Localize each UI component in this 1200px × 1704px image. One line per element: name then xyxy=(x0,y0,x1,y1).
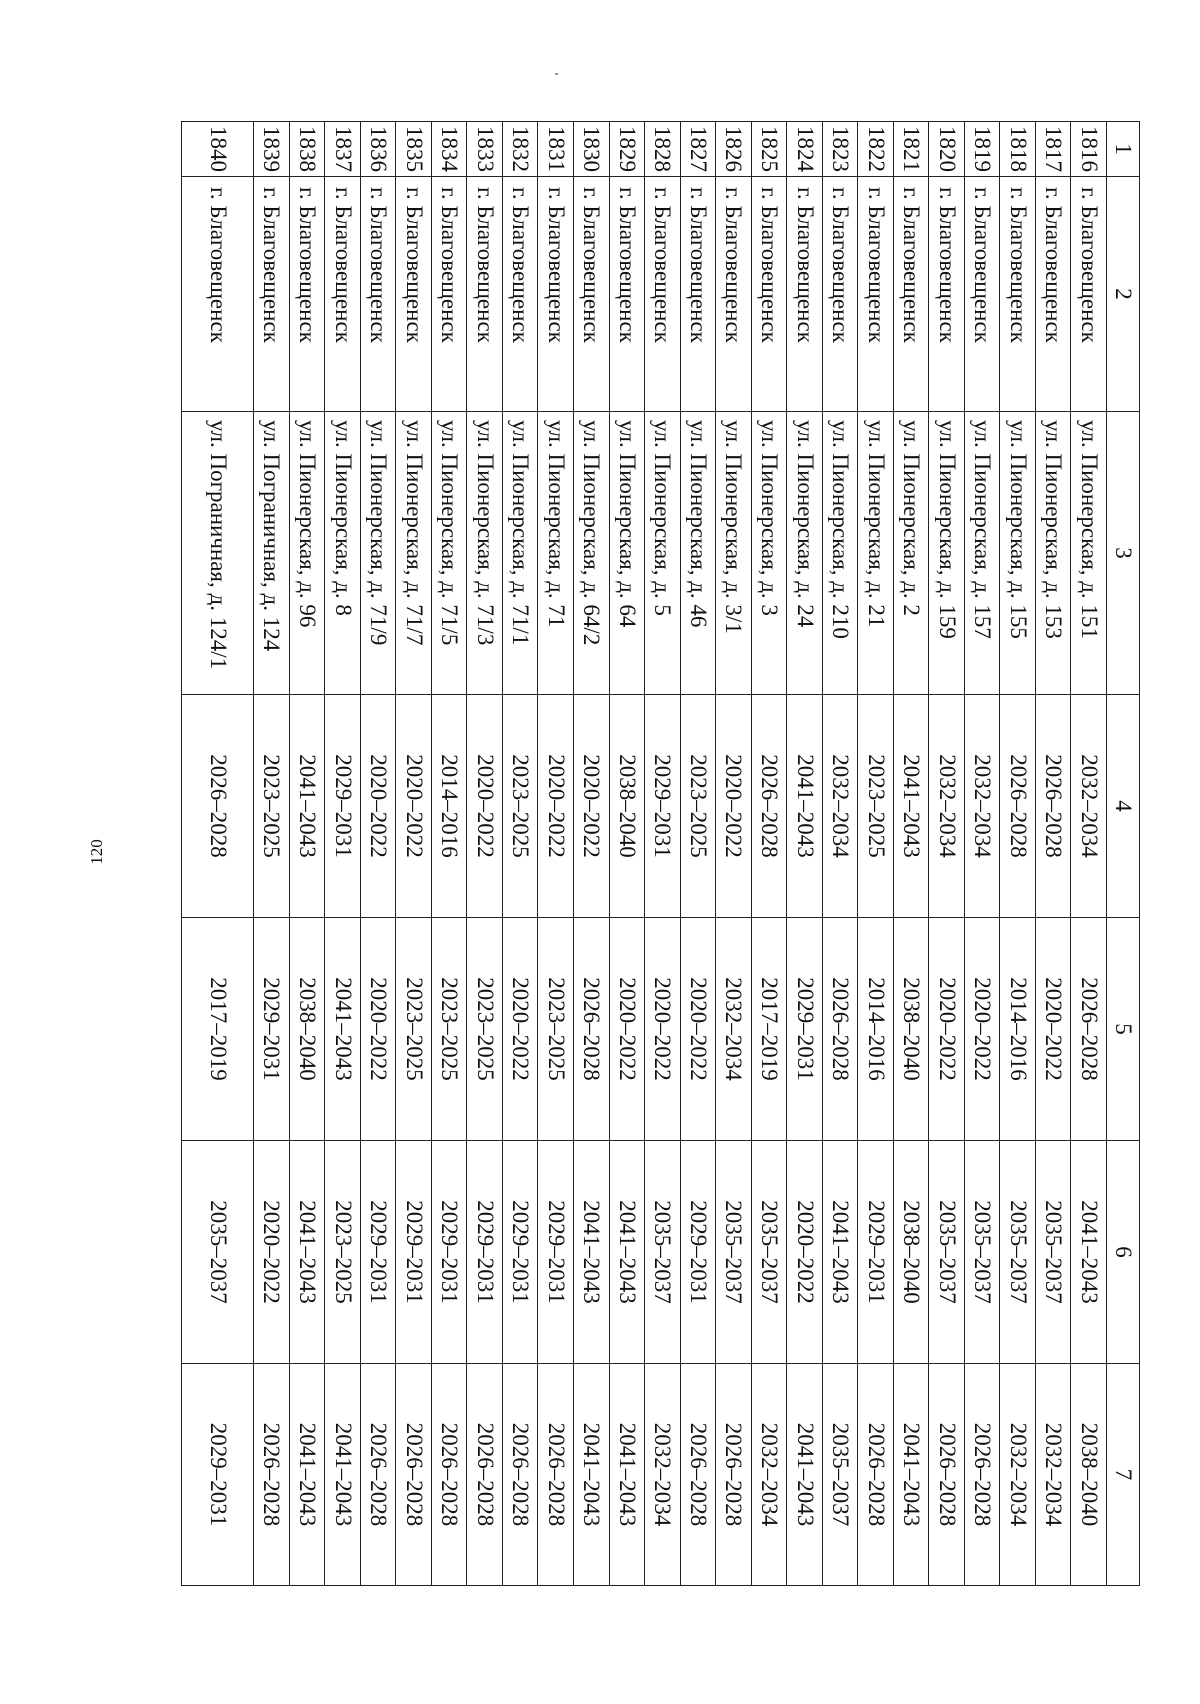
period-cell-6: 2035–2037 xyxy=(1035,1141,1071,1364)
period-cell-7: 2026–2028 xyxy=(431,1364,467,1586)
period-cell-6: 2041–2043 xyxy=(609,1141,645,1364)
row-number: 1827 xyxy=(680,122,716,177)
period-cell-6: 2041–2043 xyxy=(1071,1141,1107,1364)
table-row xyxy=(396,122,432,1586)
period-cell-4: 2020–2022 xyxy=(538,695,574,918)
period-cell-6: 2035–2037 xyxy=(751,1141,787,1364)
row-number: 1826 xyxy=(716,122,752,177)
row-number: 1823 xyxy=(822,122,858,177)
table-frame xyxy=(181,121,1140,1585)
city-cell: г. Благовещенск xyxy=(360,177,396,412)
period-cell-6: 2029–2031 xyxy=(360,1141,396,1364)
city-cell: г. Благовещенск xyxy=(893,177,929,412)
table-row xyxy=(893,122,929,1586)
address-cell: ул. Пионерская, д. 5 xyxy=(645,412,681,695)
period-cell-7: 2041–2043 xyxy=(609,1364,645,1586)
period-cell-4: 2020–2022 xyxy=(396,695,432,918)
table-row xyxy=(964,122,1000,1586)
address-cell: ул. Пионерская, д. 96 xyxy=(289,412,325,695)
city-cell: г. Благовещенск xyxy=(502,177,538,412)
table-row xyxy=(1000,122,1036,1586)
row-number: 1822 xyxy=(858,122,894,177)
column-header-6: 6 xyxy=(1107,1141,1140,1364)
period-cell-7: 2041–2043 xyxy=(574,1364,610,1586)
city-cell: г. Благовещенск xyxy=(431,177,467,412)
address-cell: ул. Пионерская, д. 2 xyxy=(893,412,929,695)
period-cell-6: 2029–2031 xyxy=(680,1141,716,1364)
period-cell-6: 2029–2031 xyxy=(502,1141,538,1364)
row-number: 1833 xyxy=(467,122,503,177)
table-row xyxy=(822,122,858,1586)
address-cell: ул. Пионерская, д. 155 xyxy=(1000,412,1036,695)
table-row xyxy=(502,122,538,1586)
address-cell: ул. Пионерская, д. 24 xyxy=(787,412,823,695)
address-cell: ул. Пионерская, д. 71 xyxy=(538,412,574,695)
period-cell-5: 2020–2022 xyxy=(1035,918,1071,1141)
table-row xyxy=(574,122,610,1586)
row-number: 1829 xyxy=(609,122,645,177)
address-cell: ул. Пионерская, д. 210 xyxy=(822,412,858,695)
period-cell-5: 2014–2016 xyxy=(1000,918,1036,1141)
period-cell-6: 2035–2037 xyxy=(182,1141,254,1364)
row-number: 1834 xyxy=(431,122,467,177)
period-cell-7: 2032–2034 xyxy=(1035,1364,1071,1586)
period-cell-4: 2023–2025 xyxy=(680,695,716,918)
period-cell-7: 2026–2028 xyxy=(360,1364,396,1586)
row-number: 1820 xyxy=(929,122,965,177)
table-row xyxy=(254,122,290,1586)
column-header-1: 1 xyxy=(1107,122,1140,177)
period-cell-6: 2029–2031 xyxy=(858,1141,894,1364)
period-cell-6: 2035–2037 xyxy=(645,1141,681,1364)
table-row xyxy=(645,122,681,1586)
address-cell: ул. Пионерская, д. 3 xyxy=(751,412,787,695)
period-cell-4: 2020–2022 xyxy=(467,695,503,918)
scan-speck xyxy=(555,73,558,75)
period-cell-7: 2041–2043 xyxy=(325,1364,361,1586)
period-cell-5: 2023–2025 xyxy=(396,918,432,1141)
city-cell: г. Благовещенск xyxy=(574,177,610,412)
row-number: 1839 xyxy=(254,122,290,177)
period-cell-5: 2023–2025 xyxy=(431,918,467,1141)
city-cell: г. Благовещенск xyxy=(396,177,432,412)
schedule-table xyxy=(181,121,1140,1586)
city-cell: г. Благовещенск xyxy=(680,177,716,412)
period-cell-5: 2026–2028 xyxy=(1071,918,1107,1141)
period-cell-7: 2026–2028 xyxy=(858,1364,894,1586)
row-number: 1818 xyxy=(1000,122,1036,177)
period-cell-7: 2026–2028 xyxy=(396,1364,432,1586)
period-cell-6: 2029–2031 xyxy=(538,1141,574,1364)
period-cell-4: 2026–2028 xyxy=(1035,695,1071,918)
row-number: 1817 xyxy=(1035,122,1071,177)
address-cell: ул. Пионерская, д. 71/1 xyxy=(502,412,538,695)
row-number: 1840 xyxy=(182,122,254,177)
period-cell-5: 2038–2040 xyxy=(289,918,325,1141)
table-row xyxy=(787,122,823,1586)
header-row xyxy=(1107,122,1140,1586)
row-number: 1832 xyxy=(502,122,538,177)
period-cell-5: 2014–2016 xyxy=(858,918,894,1141)
period-cell-4: 2032–2034 xyxy=(964,695,1000,918)
period-cell-7: 2026–2028 xyxy=(467,1364,503,1586)
city-cell: г. Благовещенск xyxy=(289,177,325,412)
period-cell-6: 2035–2037 xyxy=(964,1141,1000,1364)
address-cell: ул. Пограничная, д. 124/1 xyxy=(182,412,254,695)
period-cell-5: 2017–2019 xyxy=(182,918,254,1141)
period-cell-5: 2038–2040 xyxy=(893,918,929,1141)
address-cell: ул. Пионерская, д. 46 xyxy=(680,412,716,695)
period-cell-7: 2035–2037 xyxy=(822,1364,858,1586)
address-cell: ул. Пионерская, д. 3/1 xyxy=(716,412,752,695)
period-cell-6: 2029–2031 xyxy=(396,1141,432,1364)
city-cell: г. Благовещенск xyxy=(716,177,752,412)
row-number: 1838 xyxy=(289,122,325,177)
city-cell: г. Благовещенск xyxy=(645,177,681,412)
period-cell-7: 2026–2028 xyxy=(680,1364,716,1586)
city-cell: г. Благовещенск xyxy=(751,177,787,412)
period-cell-7: 2041–2043 xyxy=(289,1364,325,1586)
period-cell-6: 2041–2043 xyxy=(822,1141,858,1364)
period-cell-6: 2029–2031 xyxy=(467,1141,503,1364)
city-cell: г. Благовещенск xyxy=(1000,177,1036,412)
period-cell-6: 2035–2037 xyxy=(716,1141,752,1364)
table-row xyxy=(289,122,325,1586)
period-cell-6: 2020–2022 xyxy=(787,1141,823,1364)
period-cell-7: 2032–2034 xyxy=(645,1364,681,1586)
city-cell: г. Благовещенск xyxy=(1035,177,1071,412)
address-cell: ул. Пионерская, д. 71/9 xyxy=(360,412,396,695)
period-cell-7: 2026–2028 xyxy=(929,1364,965,1586)
address-cell: ул. Пионерская, д. 159 xyxy=(929,412,965,695)
period-cell-4: 2020–2022 xyxy=(716,695,752,918)
table-body xyxy=(182,122,1107,1586)
address-cell: ул. Пионерская, д. 64 xyxy=(609,412,645,695)
row-number: 1828 xyxy=(645,122,681,177)
period-cell-6: 2035–2037 xyxy=(1000,1141,1036,1364)
period-cell-4: 2020–2022 xyxy=(360,695,396,918)
address-cell: ул. Пограничная, д. 124 xyxy=(254,412,290,695)
period-cell-4: 2023–2025 xyxy=(254,695,290,918)
address-cell: ул. Пионерская, д. 157 xyxy=(964,412,1000,695)
table-row xyxy=(751,122,787,1586)
row-number: 1825 xyxy=(751,122,787,177)
city-cell: г. Благовещенск xyxy=(325,177,361,412)
column-header-4: 4 xyxy=(1107,695,1140,918)
table-row xyxy=(538,122,574,1586)
address-cell: ул. Пионерская, д. 71/7 xyxy=(396,412,432,695)
period-cell-7: 2026–2028 xyxy=(538,1364,574,1586)
period-cell-6: 2035–2037 xyxy=(929,1141,965,1364)
period-cell-5: 2020–2022 xyxy=(680,918,716,1141)
period-cell-6: 2041–2043 xyxy=(574,1141,610,1364)
period-cell-4: 2041–2043 xyxy=(787,695,823,918)
page-number: 120 xyxy=(87,839,106,865)
row-number: 1837 xyxy=(325,122,361,177)
period-cell-7: 2026–2028 xyxy=(502,1364,538,1586)
table-row xyxy=(680,122,716,1586)
period-cell-4: 2032–2034 xyxy=(929,695,965,918)
table-row xyxy=(1071,122,1107,1586)
period-cell-4: 2023–2025 xyxy=(858,695,894,918)
period-cell-5: 2020–2022 xyxy=(502,918,538,1141)
period-cell-5: 2020–2022 xyxy=(929,918,965,1141)
period-cell-5: 2029–2031 xyxy=(254,918,290,1141)
period-cell-7: 2032–2034 xyxy=(751,1364,787,1586)
period-cell-7: 2038–2040 xyxy=(1071,1364,1107,1586)
period-cell-5: 2026–2028 xyxy=(822,918,858,1141)
column-header-5: 5 xyxy=(1107,918,1140,1141)
table-row xyxy=(325,122,361,1586)
period-cell-5: 2032–2034 xyxy=(716,918,752,1141)
row-number: 1816 xyxy=(1071,122,1107,177)
address-cell: ул. Пионерская, д. 151 xyxy=(1071,412,1107,695)
period-cell-4: 2032–2034 xyxy=(822,695,858,918)
city-cell: г. Благовещенск xyxy=(1071,177,1107,412)
period-cell-4: 2026–2028 xyxy=(182,695,254,918)
city-cell: г. Благовещенск xyxy=(787,177,823,412)
table-row xyxy=(360,122,396,1586)
row-number: 1819 xyxy=(964,122,1000,177)
period-cell-4: 2041–2043 xyxy=(893,695,929,918)
address-cell: ул. Пионерская, д. 64/2 xyxy=(574,412,610,695)
period-cell-6: 2020–2022 xyxy=(254,1141,290,1364)
period-cell-5: 2023–2025 xyxy=(467,918,503,1141)
period-cell-6: 2038–2040 xyxy=(893,1141,929,1364)
period-cell-5: 2020–2022 xyxy=(609,918,645,1141)
period-cell-7: 2026–2028 xyxy=(254,1364,290,1586)
period-cell-5: 2041–2043 xyxy=(325,918,361,1141)
period-cell-7: 2026–2028 xyxy=(964,1364,1000,1586)
city-cell: г. Благовещенск xyxy=(609,177,645,412)
table-row xyxy=(467,122,503,1586)
city-cell: г. Благовещенск xyxy=(964,177,1000,412)
city-cell: г. Благовещенск xyxy=(254,177,290,412)
period-cell-4: 2026–2028 xyxy=(751,695,787,918)
address-cell: ул. Пионерская, д. 21 xyxy=(858,412,894,695)
period-cell-7: 2029–2031 xyxy=(182,1364,254,1586)
period-cell-7: 2026–2028 xyxy=(716,1364,752,1586)
period-cell-4: 2014–2016 xyxy=(431,695,467,918)
city-cell: г. Благовещенск xyxy=(538,177,574,412)
address-cell: ул. Пионерская, д. 8 xyxy=(325,412,361,695)
table-row xyxy=(609,122,645,1586)
period-cell-4: 2026–2028 xyxy=(1000,695,1036,918)
period-cell-4: 2029–2031 xyxy=(645,695,681,918)
table-row xyxy=(929,122,965,1586)
table-row xyxy=(182,122,254,1586)
row-number: 1830 xyxy=(574,122,610,177)
city-cell: г. Благовещенск xyxy=(182,177,254,412)
period-cell-5: 2020–2022 xyxy=(360,918,396,1141)
period-cell-5: 2020–2022 xyxy=(964,918,1000,1141)
address-cell: ул. Пионерская, д. 153 xyxy=(1035,412,1071,695)
city-cell: г. Благовещенск xyxy=(929,177,965,412)
row-number: 1831 xyxy=(538,122,574,177)
period-cell-5: 2029–2031 xyxy=(787,918,823,1141)
period-cell-5: 2020–2022 xyxy=(645,918,681,1141)
city-cell: г. Благовещенск xyxy=(822,177,858,412)
period-cell-7: 2041–2043 xyxy=(893,1364,929,1586)
table-row xyxy=(431,122,467,1586)
row-number: 1824 xyxy=(787,122,823,177)
period-cell-4: 2041–2043 xyxy=(289,695,325,918)
period-cell-5: 2023–2025 xyxy=(538,918,574,1141)
period-cell-5: 2017–2019 xyxy=(751,918,787,1141)
column-header-7: 7 xyxy=(1107,1364,1140,1586)
period-cell-4: 2038–2040 xyxy=(609,695,645,918)
city-cell: г. Благовещенск xyxy=(858,177,894,412)
table-row xyxy=(1035,122,1071,1586)
period-cell-5: 2026–2028 xyxy=(574,918,610,1141)
period-cell-7: 2032–2034 xyxy=(1000,1364,1036,1586)
period-cell-6: 2041–2043 xyxy=(289,1141,325,1364)
column-header-2: 2 xyxy=(1107,177,1140,412)
row-number: 1836 xyxy=(360,122,396,177)
city-cell: г. Благовещенск xyxy=(467,177,503,412)
period-cell-6: 2023–2025 xyxy=(325,1141,361,1364)
period-cell-6: 2029–2031 xyxy=(431,1141,467,1364)
address-cell: ул. Пионерская, д. 71/3 xyxy=(467,412,503,695)
table-row xyxy=(716,122,752,1586)
column-header-3: 3 xyxy=(1107,412,1140,695)
period-cell-4: 2020–2022 xyxy=(574,695,610,918)
row-number: 1835 xyxy=(396,122,432,177)
period-cell-4: 2029–2031 xyxy=(325,695,361,918)
table-row xyxy=(858,122,894,1586)
period-cell-4: 2032–2034 xyxy=(1071,695,1107,918)
period-cell-4: 2023–2025 xyxy=(502,695,538,918)
address-cell: ул. Пионерская, д. 71/5 xyxy=(431,412,467,695)
row-number: 1821 xyxy=(893,122,929,177)
period-cell-7: 2041–2043 xyxy=(787,1364,823,1586)
